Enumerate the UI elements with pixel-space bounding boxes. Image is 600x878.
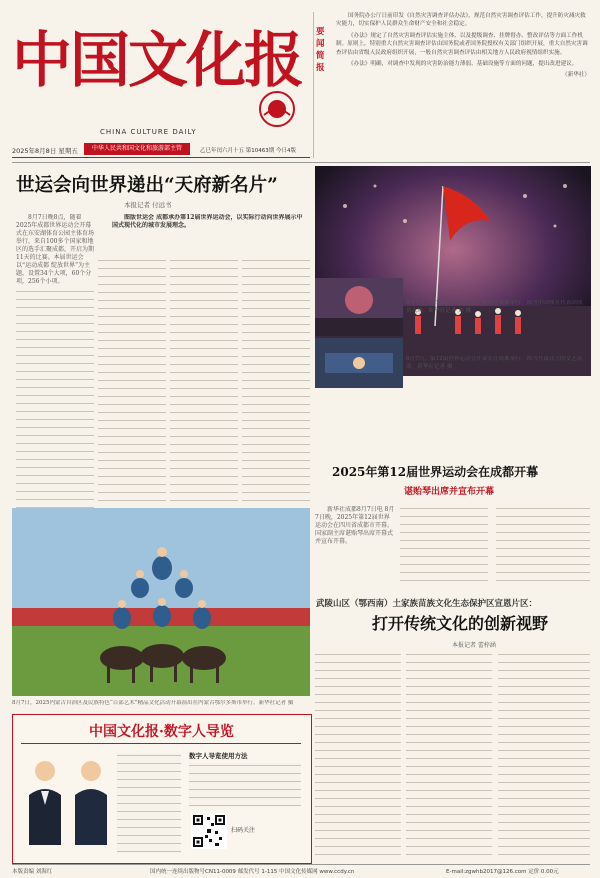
article1-col2	[98, 258, 166, 502]
qr-code-icon[interactable]	[191, 813, 227, 849]
article2-body	[315, 506, 395, 586]
article2-col3	[496, 506, 590, 586]
masthead-logo	[12, 22, 307, 100]
article3-headline: 打开传统文化的创新视野	[372, 614, 549, 633]
briefs-separator	[313, 12, 314, 158]
article3-byline: 本报记者 蕾梓涵	[452, 642, 496, 649]
performance-photo-1	[315, 278, 403, 336]
footer-center: 国内统一连续出版物号CN11-0009 邮发代号 1-115 中国文化传媒网 www.ccdy.cn	[150, 869, 355, 875]
article3-headline-top: 武陵山区（鄂西南）土家族苗族文化生态保护区宣恩片区：	[316, 599, 538, 609]
promo-label: 数字人导览使用方法	[189, 752, 248, 760]
issue-info: 乙巳年闰六月十五 第10463期 今日4版	[200, 148, 296, 154]
footer-right: E-mail:zgwhb2017@126.com 定价 0.00元	[446, 869, 559, 875]
article1-headline: 世运会向世界递出“天府新名片”	[16, 175, 278, 196]
brief-2: 《办法》规定了自然灾害调查评估实施主体、以及提级调查、挂牌督办、整改评估等方面工作机制。原则上，特别重大自然灾害调查评估由国务院或者国务院授权有关部门组织开展，重大自然灾害调查评估由省级人民政府组织开展，一般自然灾害调查评估由相关地方人民政府视情组织实施。	[336, 32, 588, 56]
photo1-caption: 8月7日，第12届世界运动会开幕式在成都举行。图为中国体育代表团成员入场。新华社记者 刘 摄	[406, 300, 583, 314]
article1-lead-text: 图版世运会 成都承办第12届世界运动会，以实际行动向世界展示中国式现代化的城市发展理念。	[112, 214, 303, 230]
photo1-caption-2: 8月7日，第12届世界运动会开幕式在成都举行。图为开幕式上的文艺表演。新华社记者 摄	[406, 356, 583, 370]
masthead-date: 2025年8月8日 星期五	[12, 147, 78, 155]
briefs-rule	[12, 162, 590, 163]
qr-label: 扫码关注	[231, 827, 256, 834]
article3-col3	[498, 652, 590, 860]
promo-instructions	[189, 763, 301, 807]
article2-subhead: 谌贻琴出席并宣布开幕	[404, 487, 495, 497]
footer-left: 本版责编 刘海红	[12, 869, 53, 875]
digital-guide-promo	[12, 714, 312, 864]
article3-col1	[315, 652, 401, 860]
brief-1: 国务院办公厅日前印发《自然灾害调查评估办法》，规范自然灾害调查评估工作，提升防灾减灾救灾能力，切实保护人民群众生命财产安全和社会稳定。	[336, 13, 586, 28]
brief-3: 《办法》明确，对调查中发现的灾害防治能力薄弱、基础设施等方面的问题，提出改进建议。	[348, 61, 578, 68]
article1-byline: 本报记者 付远书	[124, 201, 172, 209]
article1-col3	[170, 258, 238, 502]
performance-photo-2	[315, 338, 403, 388]
promo-text-lines	[117, 753, 181, 853]
masthead-slogan: 中华人民共和国文化和旅游部主管	[91, 145, 182, 152]
briefs-text	[336, 12, 590, 158]
anchor-avatar-left	[25, 755, 65, 845]
promo-divider	[21, 743, 301, 744]
article1-col4	[242, 258, 310, 502]
brief-source: （新华社）	[562, 72, 590, 79]
article2-body-text: 新华社成都8月7日电 8月7日晚，2025年第12届世界运动会在四川省成都市开幕。国家副主席谌贻琴出席开幕式并宣布开幕。	[315, 506, 395, 545]
article1-lead	[112, 214, 308, 256]
section-label: 要闻简报	[316, 27, 325, 73]
emblem-icon	[258, 90, 296, 128]
horse-performance-photo	[12, 508, 310, 696]
masthead-rule	[12, 157, 310, 158]
masthead-title: 中国文化报	[12, 26, 302, 96]
article2-col2	[400, 506, 488, 586]
article2-headline: 2025年第12届世界运动会在成都开幕	[332, 465, 539, 479]
article3-col2	[406, 652, 492, 860]
masthead-subtitle: CHINA CULTURE DAILY	[100, 128, 197, 136]
masthead-slogan-bar	[84, 143, 190, 155]
promo-title: 中国文化报·数字人导览	[89, 724, 234, 740]
article1-body-text: 8月7日晚8点，随着2025年成都世界运动会开幕式在东安湖体育公园主体育场举行，来自100多个国家和地区的选手汇聚成都，开启为期11天的比赛。本届世运会以“运动成都 绽放世界”为主题，设置34个大项，60个分项，256个小项。	[16, 214, 94, 285]
footer-rule	[12, 864, 590, 865]
photo2-caption: 8月7日，2025内蒙古自治区及民族特色“百部艺术”精品文化活动开幕演出在内蒙古鄂尔多斯市举行。新华社记者 摄	[12, 700, 294, 706]
anchor-avatar-right	[71, 755, 111, 845]
